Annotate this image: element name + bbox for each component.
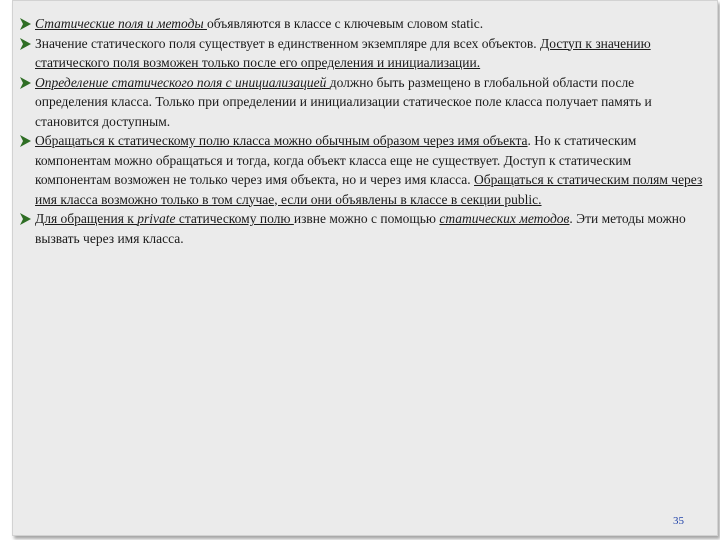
bullet-item [19,14,709,34]
bullet-item [19,73,709,132]
slide-content [19,14,709,248]
bullet-text-segment: private [137,211,176,226]
green-arrow-bullet-icon [19,77,32,89]
slide [12,0,718,536]
bullet-text-segment: Статические поля и методы [35,16,207,31]
bullet-text-segment: извне можно с помощью [293,211,440,226]
bullet-text-segment: . Но к статическим компонентам можно обращаться и тогда, когда объект класса еще не существует. Доступ к статическим компонентам возможен не только через имя объекта, но и через имя класса. [35,133,637,187]
bullet-text-segment: должно быть размещено в глобальной области после определения класса. Только при определении и инициализации статическое поле класса получает память и становится доступным. [35,74,652,129]
bullet-text-segment: статическому полю [175,211,294,226]
bullet-text-segment: объявляются в классе с ключевым словом static. [206,16,484,31]
bullet-text-segment: . Эти методы можно вызвать через имя класса. [35,211,686,246]
bullet-text-segment: Обращаться к статическому полю класса можно обычным образом через имя объекта [35,133,528,148]
green-arrow-bullet-icon [19,213,32,225]
bullet-text-segment: Определение статического поля с инициализацией [35,74,330,90]
green-arrow-bullet-icon [19,38,32,50]
green-arrow-bullet-icon [19,135,32,147]
bullet-text-segment: Для обращения к [35,211,138,226]
bullet-item [19,131,709,209]
bullet-text-segment: статических методов [439,211,570,226]
bullet-text-segment: Обращаться к статическим полям через имя класса возможно только в том случае, если они объявлены в классе в секции public. [35,172,703,207]
bullet-text-segment: Доступ к значению статического поля возможен только после его определения и инициализации. [35,35,651,70]
page-number: 35 [673,515,684,527]
bullet-text-segment: Значение статического поля существует в единственном экземпляре для всех объектов. [35,35,541,51]
bullet-item [19,34,709,73]
bullet-item [19,209,709,248]
green-arrow-bullet-icon [19,18,32,30]
